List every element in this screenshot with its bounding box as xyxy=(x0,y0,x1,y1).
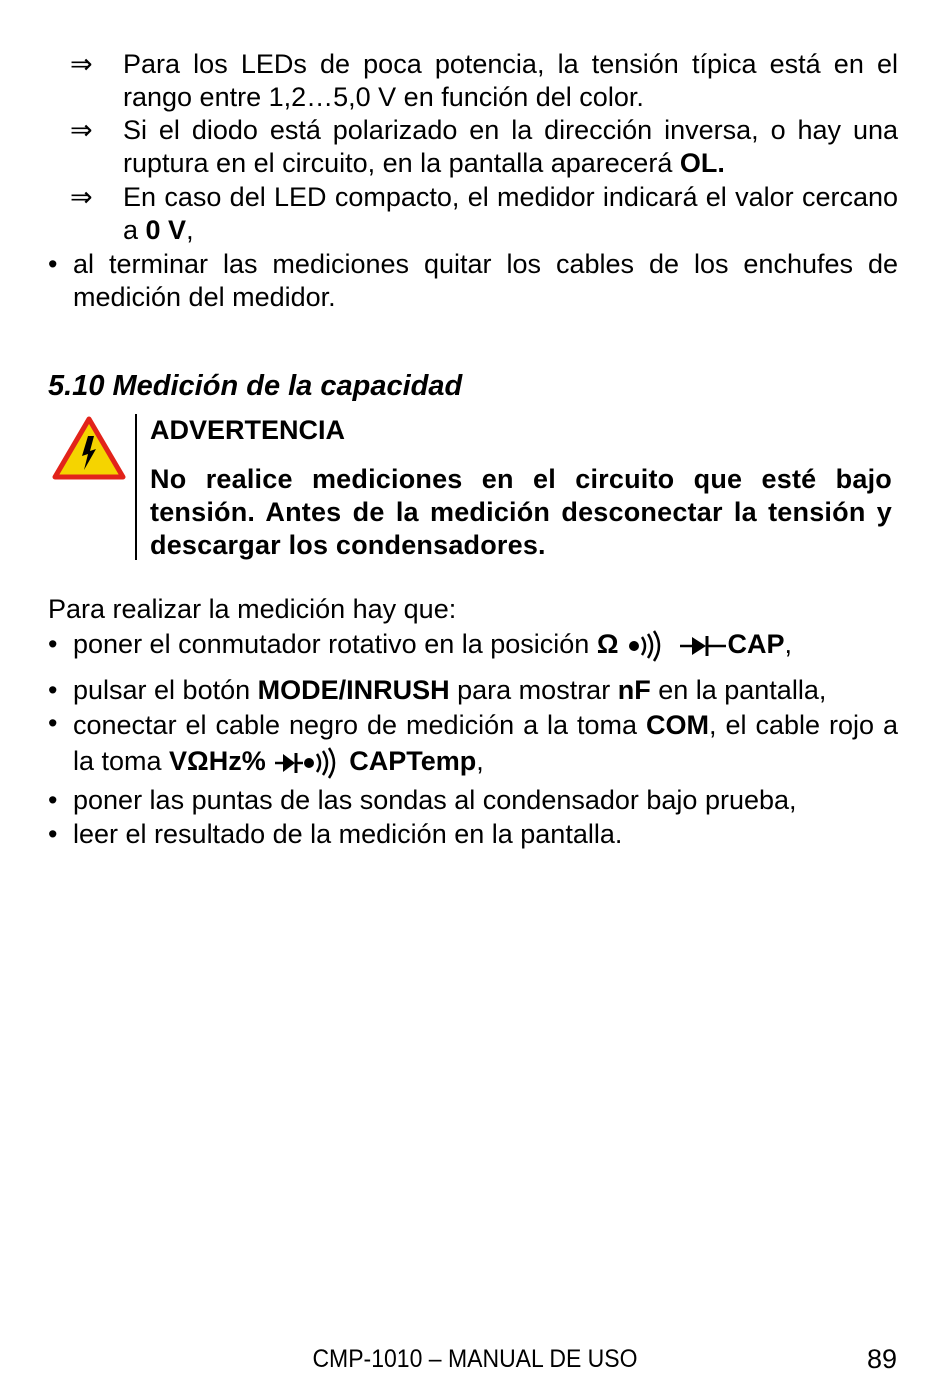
bold-value: 0 V xyxy=(145,215,187,245)
bullet: • xyxy=(48,249,58,279)
list-item: • conectar el cable negro de medición a la toma COM, el cable rojo a la toma VΩHz% CAPTemp, xyxy=(48,707,898,780)
list-item-text: poner las puntas de las sondas al condensador bajo prueba, xyxy=(73,785,797,815)
list-item-text: leer el resultado de la medición en la pantalla. xyxy=(73,819,623,849)
warning-text: No realice mediciones en el circuito que esté bajo tensión. Antes de la medición desconectar la tensión y descargar los condensadores. xyxy=(150,464,892,560)
continuity-sound-icon xyxy=(626,629,670,663)
high-voltage-warning-icon xyxy=(52,416,126,480)
footer-title: CMP-1010 – MANUAL DE USO xyxy=(312,1345,638,1373)
diode-continuity-icon xyxy=(273,746,349,780)
page-number: 89 xyxy=(866,1344,897,1374)
bullet: • xyxy=(48,629,58,659)
list-item-text: al terminar las mediciones quitar los cables de los enchufes de medición del medidor. xyxy=(73,249,898,312)
diode-capacitor-icon xyxy=(678,629,728,663)
bullet: • xyxy=(48,708,58,738)
list-item xyxy=(48,784,898,817)
warning-title: ADVERTENCIA xyxy=(150,415,346,445)
warning-divider xyxy=(135,414,137,560)
list-item: ⇒ Si el diodo está polarizado en la dirección inversa, o hay una ruptura en el circuito, en la pantalla aparecerá OL. xyxy=(70,115,898,178)
list-item xyxy=(48,248,898,314)
list-item: • pulsar el botón MODE/INRUSH para mostrar nF en la pantalla, xyxy=(48,675,827,705)
list-item xyxy=(70,48,898,114)
socket-name: VΩHz% xyxy=(169,746,266,776)
arrow-bullet: ⇒ xyxy=(70,49,93,79)
list-item-text: En caso del LED compacto, el medidor indicará el valor cercano a xyxy=(123,182,898,245)
arrow-bullet: ⇒ xyxy=(70,115,93,145)
list-item xyxy=(48,818,898,851)
intro-text: Para realizar la medición hay que: xyxy=(48,594,457,624)
list-item-text: Para los LEDs de poca potencia, la tensión típica está en el rango entre 1,2…5,0 V en función del color. xyxy=(123,49,898,112)
bullet: • xyxy=(48,785,58,815)
bullet: • xyxy=(48,675,58,705)
arrow-bullet: ⇒ xyxy=(70,182,93,212)
button-name: MODE/INRUSH xyxy=(257,675,450,705)
list-item-text: Si el diodo está polarizado en la dirección inversa, o hay una ruptura en el circuito, en la pantalla aparecerá xyxy=(123,115,898,178)
ohm-symbol: Ω xyxy=(596,629,619,659)
list-item: • poner el conmutador rotativo en la posición Ω CAP, xyxy=(48,628,898,663)
cap-label: CAP xyxy=(727,629,785,659)
socket-name: COM xyxy=(646,710,710,740)
socket-name: CAPTemp xyxy=(349,746,477,776)
section-heading: 5.10 Medición de la capacidad xyxy=(48,370,463,402)
unit-label: nF xyxy=(617,675,651,705)
list-item: ⇒ En caso del LED compacto, el medidor indicará el valor cercano a 0 V, xyxy=(70,182,898,245)
bold-value: OL xyxy=(679,148,718,178)
bullet: • xyxy=(48,819,58,849)
